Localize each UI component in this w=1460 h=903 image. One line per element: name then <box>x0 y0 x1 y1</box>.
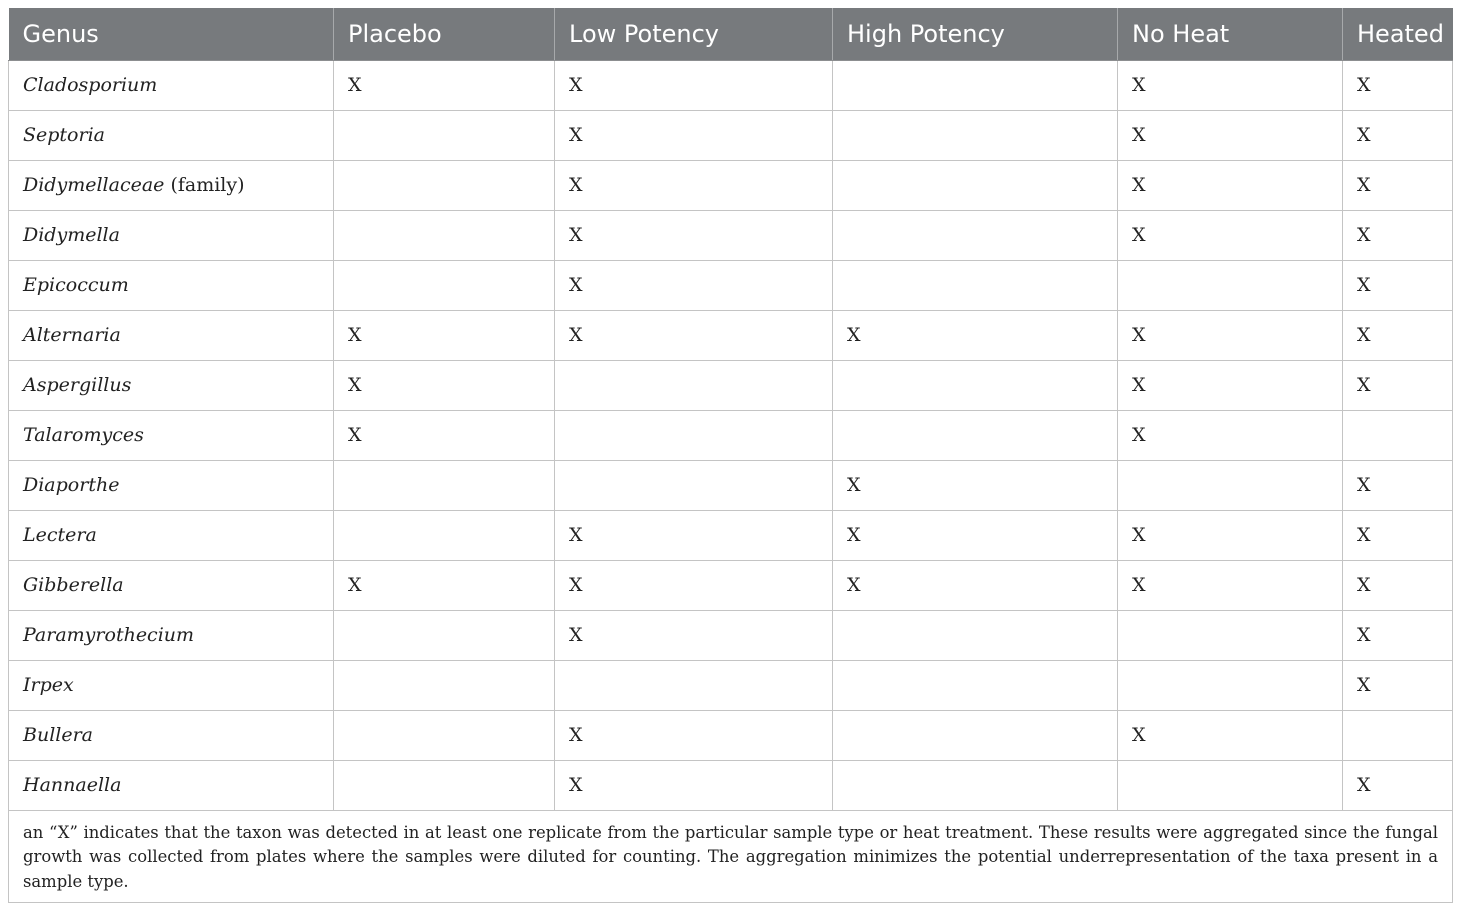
detection-cell: X <box>555 60 833 110</box>
table-row <box>9 710 1453 760</box>
genus-cell <box>9 610 334 660</box>
detection-cell: X <box>555 710 833 760</box>
genus-name: Aspergillus <box>23 374 132 396</box>
detection-cell: X <box>1343 610 1453 660</box>
detection-cell <box>833 210 1118 260</box>
detection-cell: X <box>1343 560 1453 610</box>
detection-cell: X <box>1118 710 1343 760</box>
genus-cell <box>9 510 334 560</box>
header-row <box>9 8 1453 60</box>
detection-cell: X <box>1343 660 1453 710</box>
genus-cell <box>9 660 334 710</box>
column-header-no-heat: No Heat <box>1118 8 1343 60</box>
detection-cell <box>334 610 555 660</box>
detection-cell: X <box>334 360 555 410</box>
column-header-low-potency: Low Potency <box>555 8 833 60</box>
detection-cell: X <box>833 310 1118 360</box>
detection-cell: X <box>1343 460 1453 510</box>
detection-cell: X <box>1118 560 1343 610</box>
detection-cell: X <box>1343 160 1453 210</box>
genus-cell <box>9 710 334 760</box>
detection-cell <box>1118 260 1343 310</box>
detection-cell <box>334 110 555 160</box>
detection-cell: X <box>1343 260 1453 310</box>
table-header <box>9 8 1453 60</box>
detection-cell: X <box>334 560 555 610</box>
detection-cell <box>1343 710 1453 760</box>
detection-cell <box>555 660 833 710</box>
detection-cell <box>833 710 1118 760</box>
footnote-row <box>9 810 1453 903</box>
table-footnote: an “X” indicates that the taxon was detected in at least one replicate from the particular sample type or heat treatment. These results were aggregated since the fungal growth was collected from plates where the samples were diluted for counting. The aggregation minimizes the potential underrepresentation of the taxa present in a sample type. <box>9 810 1453 903</box>
detection-cell: X <box>1343 310 1453 360</box>
table-row <box>9 260 1453 310</box>
detection-cell <box>334 510 555 560</box>
table-row <box>9 60 1453 110</box>
detection-cell <box>833 260 1118 310</box>
genus-name: Cladosporium <box>23 74 158 96</box>
detection-cell: X <box>334 410 555 460</box>
genus-cell <box>9 360 334 410</box>
genus-cell <box>9 160 334 210</box>
detection-cell: X <box>555 110 833 160</box>
genus-name: Alternaria <box>23 324 121 346</box>
detection-cell: X <box>334 60 555 110</box>
detection-cell <box>334 660 555 710</box>
genus-name: Talaromyces <box>23 424 144 446</box>
detection-cell: X <box>555 560 833 610</box>
genus-cell <box>9 260 334 310</box>
detection-cell <box>833 410 1118 460</box>
detection-cell <box>555 460 833 510</box>
genus-detection-table <box>8 8 1453 903</box>
detection-cell: X <box>1118 510 1343 560</box>
genus-cell <box>9 760 334 810</box>
detection-cell <box>555 360 833 410</box>
table-row <box>9 460 1453 510</box>
detection-cell <box>1343 410 1453 460</box>
detection-cell <box>334 460 555 510</box>
genus-cell <box>9 560 334 610</box>
genus-name: Gibberella <box>23 574 124 596</box>
detection-cell <box>833 160 1118 210</box>
detection-cell <box>334 710 555 760</box>
table-row <box>9 360 1453 410</box>
detection-cell <box>1118 760 1343 810</box>
detection-cell: X <box>1118 310 1343 360</box>
genus-name: Paramyrothecium <box>23 624 195 646</box>
table-body <box>9 60 1453 810</box>
detection-cell <box>1118 460 1343 510</box>
genus-suffix: (family) <box>164 174 245 196</box>
detection-cell: X <box>1118 210 1343 260</box>
table-row <box>9 510 1453 560</box>
genus-name: Epicoccum <box>23 274 129 296</box>
detection-cell <box>555 410 833 460</box>
detection-cell: X <box>334 310 555 360</box>
detection-cell: X <box>833 560 1118 610</box>
detection-cell: X <box>1343 510 1453 560</box>
detection-cell <box>833 610 1118 660</box>
detection-cell: X <box>1343 360 1453 410</box>
column-header-high-potency: High Potency <box>833 8 1118 60</box>
table-row <box>9 310 1453 360</box>
detection-cell <box>1118 660 1343 710</box>
detection-cell: X <box>1118 60 1343 110</box>
detection-cell: X <box>1118 410 1343 460</box>
table-row <box>9 560 1453 610</box>
genus-name: Hannaella <box>23 774 122 796</box>
genus-name: Diaporthe <box>23 474 120 496</box>
genus-cell <box>9 410 334 460</box>
detection-cell: X <box>555 510 833 560</box>
detection-cell <box>833 360 1118 410</box>
detection-cell: X <box>1343 110 1453 160</box>
genus-cell <box>9 210 334 260</box>
detection-cell <box>334 210 555 260</box>
detection-cell: X <box>555 610 833 660</box>
table-row <box>9 410 1453 460</box>
genus-cell <box>9 60 334 110</box>
detection-cell: X <box>833 510 1118 560</box>
detection-cell: X <box>1118 110 1343 160</box>
detection-cell: X <box>555 160 833 210</box>
table-row <box>9 160 1453 210</box>
table-row <box>9 760 1453 810</box>
detection-cell <box>833 760 1118 810</box>
table-row <box>9 610 1453 660</box>
detection-cell: X <box>555 260 833 310</box>
genus-cell <box>9 460 334 510</box>
detection-cell <box>833 660 1118 710</box>
detection-cell <box>833 60 1118 110</box>
detection-cell <box>334 160 555 210</box>
genus-name: Irpex <box>23 674 74 696</box>
detection-cell: X <box>555 760 833 810</box>
genus-cell <box>9 110 334 160</box>
detection-cell: X <box>833 460 1118 510</box>
detection-cell: X <box>555 210 833 260</box>
genus-name: Lectera <box>23 524 97 546</box>
detection-cell <box>833 110 1118 160</box>
detection-cell: X <box>1118 360 1343 410</box>
detection-cell <box>334 260 555 310</box>
detection-cell: X <box>555 310 833 360</box>
detection-cell: X <box>1118 160 1343 210</box>
genus-cell <box>9 310 334 360</box>
detection-cell: X <box>1343 760 1453 810</box>
column-header-genus: Genus <box>9 8 334 60</box>
table-footer <box>9 810 1453 903</box>
table-container <box>8 8 1452 903</box>
detection-cell <box>1118 610 1343 660</box>
detection-cell <box>334 760 555 810</box>
genus-name: Didymellaceae <box>23 174 165 196</box>
genus-name: Didymella <box>23 224 120 246</box>
table-row <box>9 660 1453 710</box>
genus-name: Bullera <box>23 724 94 746</box>
detection-cell: X <box>1343 60 1453 110</box>
detection-cell: X <box>1343 210 1453 260</box>
table-row <box>9 210 1453 260</box>
genus-name: Septoria <box>23 124 105 146</box>
column-header-heated: Heated <box>1343 8 1453 60</box>
table-row <box>9 110 1453 160</box>
column-header-placebo: Placebo <box>334 8 555 60</box>
